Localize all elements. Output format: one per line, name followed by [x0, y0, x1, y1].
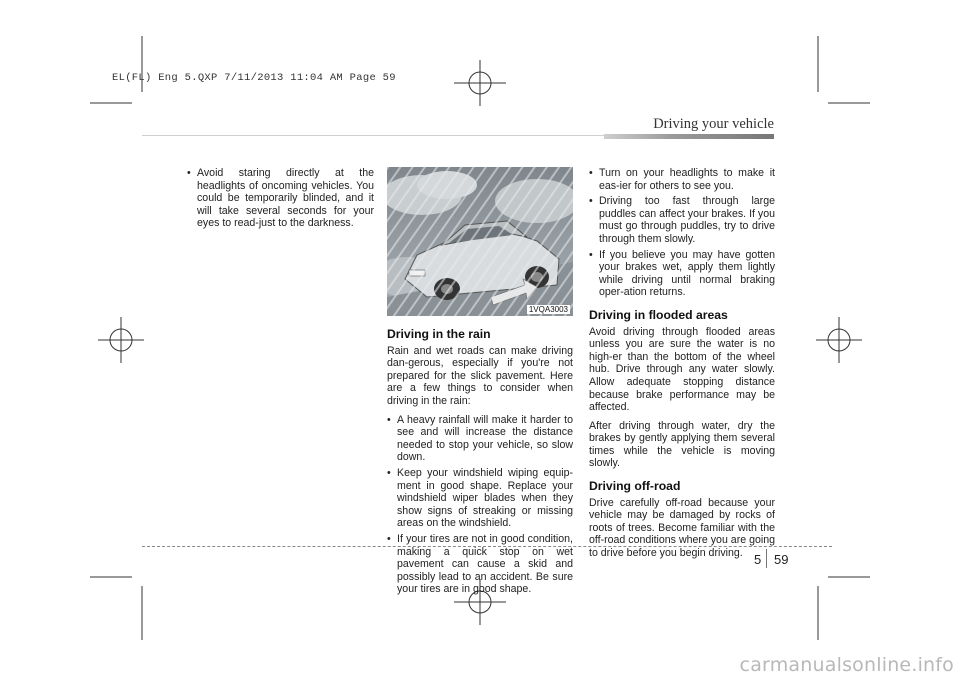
site-watermark: carmanualsonline.info	[739, 654, 954, 676]
page-number-divider	[766, 549, 767, 568]
car-in-rain-image	[387, 167, 573, 316]
header-accent-bar	[604, 134, 774, 139]
chapter-number: 5	[754, 552, 762, 567]
heading-off-road: Driving off-road	[589, 479, 681, 494]
page-number: 59	[774, 552, 789, 567]
column-left	[187, 167, 374, 233]
rain-car-illustration	[387, 167, 573, 316]
rain-intro-paragraph: Rain and wet roads can make driving dan-gerous, especially if you're not prepared for the slick pavement. Here are a few things to consider when driving in the rain:	[387, 344, 573, 407]
flooded-paragraph-2: After driving through water, dry the brakes by gently applying them several times while the vehicle is moving slowly.	[589, 419, 775, 470]
bullet-item: • Driving too fast through large puddles can affect your brakes. If you must go through puddles, try to drive through them slowly.	[589, 195, 775, 245]
bullet-item: • If you believe you may have gotten your brakes wet, apply them lightly while driving until normal braking oper-ation returns.	[589, 249, 775, 299]
print-slug: EL(FL) Eng 5.QXP 7/11/2013 11:04 AM Page 59	[112, 72, 396, 84]
bullet-item: • Keep your windshield wiping equip-ment in good shape. Replace your windshield wiper blades when they show signs of streaking or missing areas on the windshield.	[387, 467, 573, 530]
offroad-paragraph: Drive carefully off-road because your vehicle may be damaged by rocks of roots of trees. Become familiar with the off-road conditions where you are going to drive before you begin driving.	[589, 496, 775, 560]
footer-dashed-rule	[142, 546, 832, 547]
bullet-item: • A heavy rainfall will make it harder to see and will increase the distance needed to stop your vehicle, so slow down.	[387, 414, 573, 464]
column-right	[589, 167, 775, 566]
bullet-item: • Turn on your headlights to make it eas-ier for others to see you.	[589, 167, 775, 192]
bullet-item: • Avoid staring directly at the headlights of oncoming vehicles. You could be temporarily blinded, and it will take several seconds for your eyes to read-just to the darkness.	[187, 167, 374, 230]
figure-code: 1VQA3003	[528, 305, 568, 314]
flooded-paragraph-1: Avoid driving through flooded areas unless you are sure the water is no high-er than the bottom of the wheel hub. Drive through any water slowly. Allow adequate stopping distance because brake performance may be affected.	[589, 325, 775, 414]
section-title: Driving your vehicle	[653, 116, 774, 132]
heading-driving-in-rain: Driving in the rain	[387, 327, 491, 341]
column-middle	[387, 318, 573, 599]
heading-flooded-areas: Driving in flooded areas	[589, 307, 728, 322]
bullet-item: • If your tires are not in good condition, making a quick stop on wet pavement can cause a skid and possibly lead to an accident. Be sure your tires are in good shape.	[387, 533, 573, 596]
